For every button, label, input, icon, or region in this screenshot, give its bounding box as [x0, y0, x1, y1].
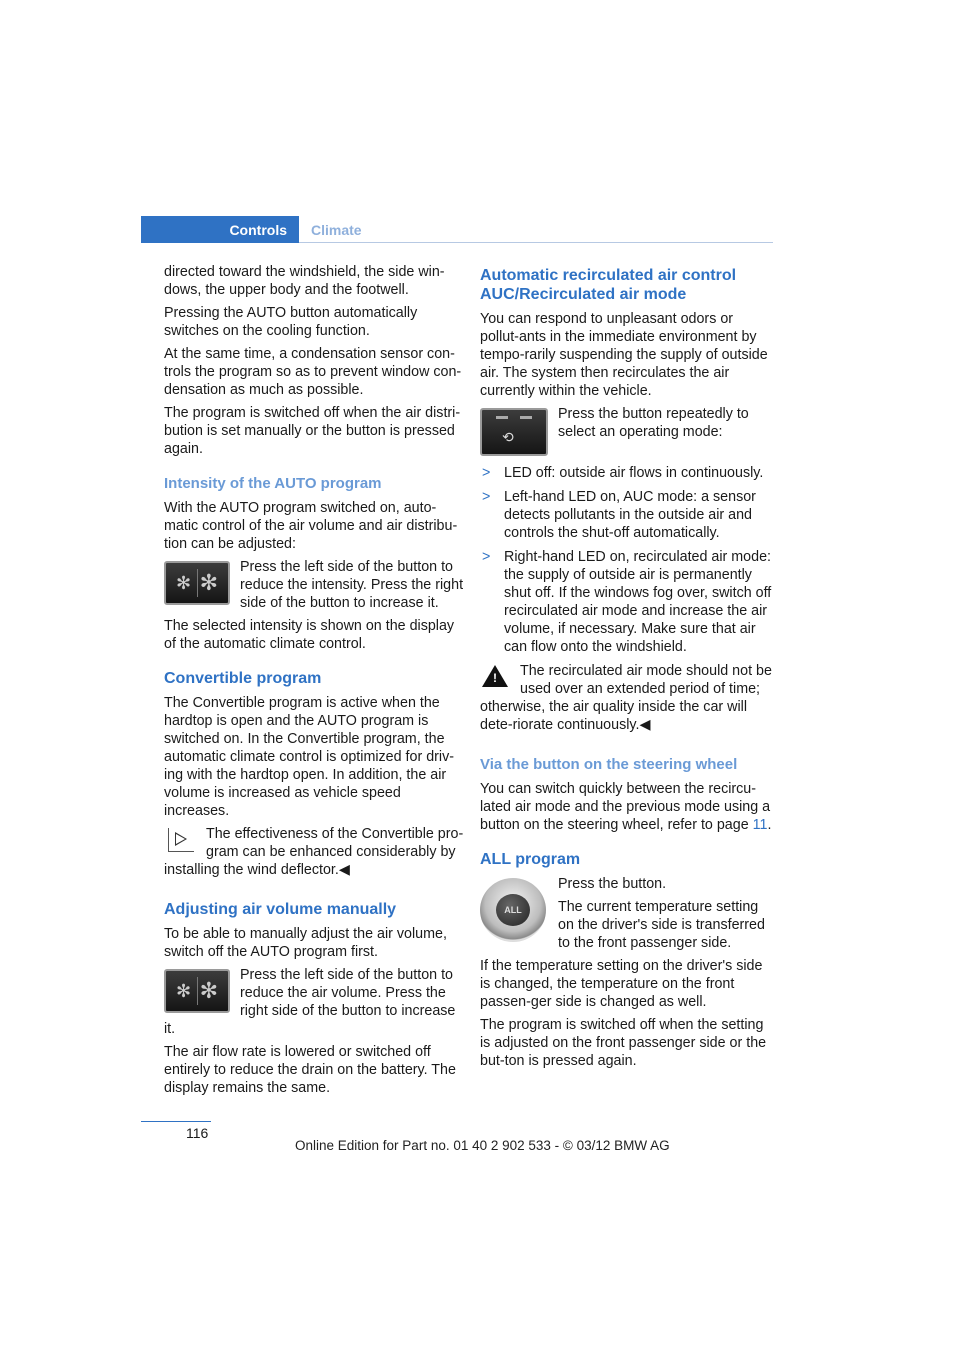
button-divider [197, 569, 198, 597]
section-heading-recirc: Automatic recirculated air control AUC/Recirculated air mode [480, 267, 737, 303]
right-column [480, 266, 773, 1075]
figure-caption: Press the left side of the button to reduce the intensity. Press the right side of the button to increase it. [240, 559, 464, 611]
paragraph: The selected intensity is shown on the display of the automatic climate control. [164, 618, 455, 652]
paragraph: At the same time, a condensation sensor con-trols the program so as to prevent window con-densation as much as possible. [164, 346, 462, 398]
running-header [141, 216, 773, 243]
button-divider [197, 977, 198, 1005]
fan-large-icon: ✻ [199, 978, 218, 1003]
section-heading-intensity: Intensity of the AUTO program [164, 475, 382, 492]
section-heading-steering: Via the button on the steering wheel [480, 756, 738, 773]
warning-text: The recirculated air mode should not be used over an extended period of time; otherwise, the air quality inside the car will dete-riorate continuously.◀ [480, 663, 772, 733]
paragraph: The Convertible program is active when the hardtop is open and the AUTO program is switched on. In the Convertible program, the automatic climate control is optimized for driv-ing with the hardtop open. In addition, the air volume is increased as vehicle speed increases. [164, 695, 455, 819]
all-button-cap: ALL [496, 894, 530, 926]
paragraph: You can respond to unpleasant odors or pollut-ants in the immediate environment by tempo-rarily suspending the supply of outside air. The system then recirculates the air currently within the vehicle. [480, 311, 768, 399]
figure-block [480, 875, 773, 957]
header-rule [299, 242, 773, 243]
note-block [164, 825, 464, 884]
page-number-rule [141, 1121, 211, 1122]
mode-list [480, 464, 773, 656]
figure-caption: Press the button. [558, 876, 667, 892]
car-recirc-icon: ⟲ [502, 429, 514, 445]
fan-button-image [164, 969, 230, 1013]
warning-icon: ! [482, 665, 508, 689]
section-heading-convertible: Convertible program [164, 670, 322, 687]
section-heading-all: ALL program [480, 851, 581, 868]
header-subsection: Climate [311, 222, 362, 238]
paragraph: You can switch quickly between the recircu-lated air mode and the previous mode using a button on the steering wheel, refer to page 11. [480, 781, 772, 833]
paragraph: To be able to manually adjust the air volume, switch off the AUTO program first. [164, 926, 447, 960]
paragraph: directed toward the windshield, the side win-dows, the upper body and the footwell. [164, 264, 445, 298]
header-section: Controls [141, 216, 299, 243]
note-icon [168, 828, 194, 852]
paragraph: The air flow rate is lowered or switched off entirely to reduce the drain on the battery. The display remains the same. [164, 1044, 456, 1096]
figure-caption: Press the button repeatedly to select an operating mode: [558, 406, 749, 440]
fan-small-icon: ✻ [176, 573, 192, 593]
fan-large-icon: ✻ [199, 570, 218, 595]
note-text: The effectiveness of the Convertible pro-gram can be enhanced considerably by installing the wind deflector.◀ [164, 826, 464, 878]
paragraph: The program is switched off when the setting is adjusted on the front passenger side or the but-ton is pressed again. [480, 1017, 767, 1069]
recirc-button-image [480, 408, 548, 456]
led-right [520, 416, 532, 419]
section-heading-manual: Adjusting air volume manually [164, 901, 397, 918]
list-item: > Left-hand LED on, AUC mode: a sensor detects pollutants in the outside air and controls the shut-off automatically. [482, 489, 756, 541]
list-item: > LED off: outside air flows in continuously. [482, 465, 764, 481]
list-item: > Right-hand LED on, recirculated air mode: the supply of outside air is permanently shut off. If the windows fog over, switch off recirculated air mode and increase the air volume, if necessary. Make sure that air can flow onto the windshield. [482, 549, 772, 655]
footer-edition: Online Edition for Part no. 01 40 2 902 533 - © 03/12 BMW AG [295, 1138, 670, 1153]
left-column [164, 263, 464, 1102]
page-number: 116 [186, 1125, 209, 1141]
warning-block [480, 662, 773, 739]
fan-button-image [164, 561, 230, 605]
figure-block [480, 405, 773, 458]
figure-caption: The current temperature setting on the driver's side is transferred to the front passenger side. [558, 899, 765, 951]
paragraph: With the AUTO program switched on, auto-matic control of the air volume and air distribu-tion can be adjusted: [164, 500, 458, 552]
paragraph: Pressing the AUTO button automatically switches on the cooling function. [164, 305, 418, 339]
figure-block [164, 558, 464, 617]
all-button-image [480, 878, 546, 942]
paragraph: If the temperature setting on the driver's side is changed, the temperature on the front passen-ger side is changed as well. [480, 958, 763, 1010]
fan-small-icon: ✻ [176, 981, 192, 1001]
paragraph: The program is switched off when the air distri-bution is set manually or the button is pressed again. [164, 405, 461, 457]
figure-caption: Press the left side of the button to reduce the air volume. Press the right side of the button to increase it. [164, 967, 456, 1037]
led-left [496, 416, 508, 419]
figure-block [164, 966, 464, 1043]
page-reference-link[interactable]: 11 [752, 817, 768, 833]
